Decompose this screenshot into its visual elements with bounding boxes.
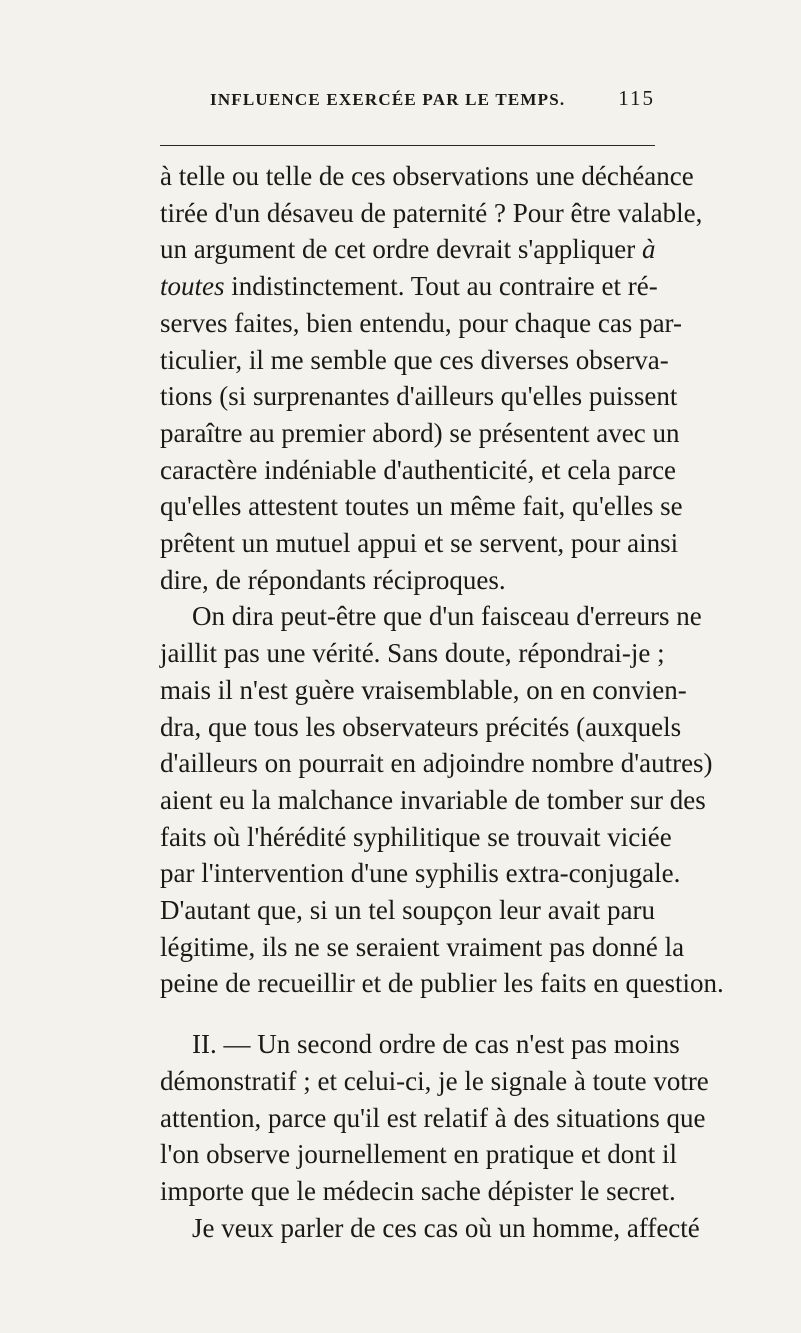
text-line: paraître au premier abord) se présentent avec un [160, 417, 680, 448]
text-line: à telle ou telle de ces observations une déchéance [160, 161, 694, 191]
text-line: qu'elles attestent toutes un même fait, qu'elles se [160, 491, 683, 522]
text-line: II. — Un second ordre de cas n'est pas moins [192, 1029, 680, 1060]
running-title: INFLUENCE EXERCÉE PAR LE TEMPS. [210, 90, 566, 109]
text-line: mais il n'est guère vraisemblable, on en convien- [160, 674, 687, 705]
paragraph-1 [160, 158, 703, 598]
header-rule [160, 145, 655, 146]
text-line: aient eu la malchance invariable de tomber sur des [160, 784, 706, 815]
text-line: D'autant que, si un tel soupçon leur avait paru [160, 895, 655, 926]
text-line: tions (si surprenantes d'ailleurs qu'elles puissent [160, 381, 678, 412]
section-gap [160, 1002, 655, 1026]
paragraph-2 [160, 598, 724, 1002]
text-line: dire, de répondants réciproques. [160, 564, 506, 595]
text-line: tirée d'un désaveu de paternité ? Pour être valable, [160, 197, 703, 228]
text-line: prêtent un mutuel appui et se servent, pour ainsi [160, 528, 679, 559]
emphasis: à [641, 234, 656, 265]
text-line: On dira peut-être que d'un faisceau d'erreurs ne [192, 601, 702, 632]
text-line: d'ailleurs on pourrait en adjoindre nombre d'autres) [160, 748, 713, 779]
text-line: Je veux parler de ces cas où un homme, affecté [192, 1212, 700, 1243]
text-line [160, 268, 658, 305]
text-line: serves faites, bien entendu, pour chaque cas par- [160, 307, 682, 338]
text-line [160, 231, 655, 268]
text-line: démonstratif ; et celui-ci, je le signale à toute votre [160, 1065, 709, 1096]
paragraph-3 [160, 1026, 709, 1210]
text-line: dra, que tous les observateurs précités (auxquels [160, 711, 682, 742]
text-line: l'on observe journellement en pratique et dont il [160, 1139, 677, 1170]
page-number: 115 [618, 86, 655, 110]
running-head [160, 86, 655, 114]
text-fragment: indistinctement. Tout au contraire et ré- [231, 271, 658, 302]
text-fragment: un argument de cet ordre devrait s'appliquer [160, 234, 636, 265]
emphasis: toutes [160, 271, 225, 302]
text-line: peine de recueillir et de publier les faits en question. [160, 968, 724, 999]
text-line: importe que le médecin sache dépister le secret. [160, 1175, 676, 1206]
text-line: par l'intervention d'une syphilis extra-conjugale. [160, 858, 681, 889]
body-text [160, 158, 724, 1246]
text-line: légitime, ils ne se seraient vraiment pas donné la [160, 931, 685, 962]
text-line: caractère indéniable d'authenticité, et cela parce [160, 454, 677, 485]
text-line: faits où l'hérédité syphilitique se trouvait viciée [160, 821, 672, 852]
text-line: ticulier, il me semble que ces diverses observa- [160, 344, 669, 375]
text-line: attention, parce qu'il est relatif à des situations que [160, 1102, 706, 1133]
paragraph-4 [160, 1210, 700, 1247]
text-line: jaillit pas une vérité. Sans doute, répondrai-je ; [160, 638, 665, 669]
